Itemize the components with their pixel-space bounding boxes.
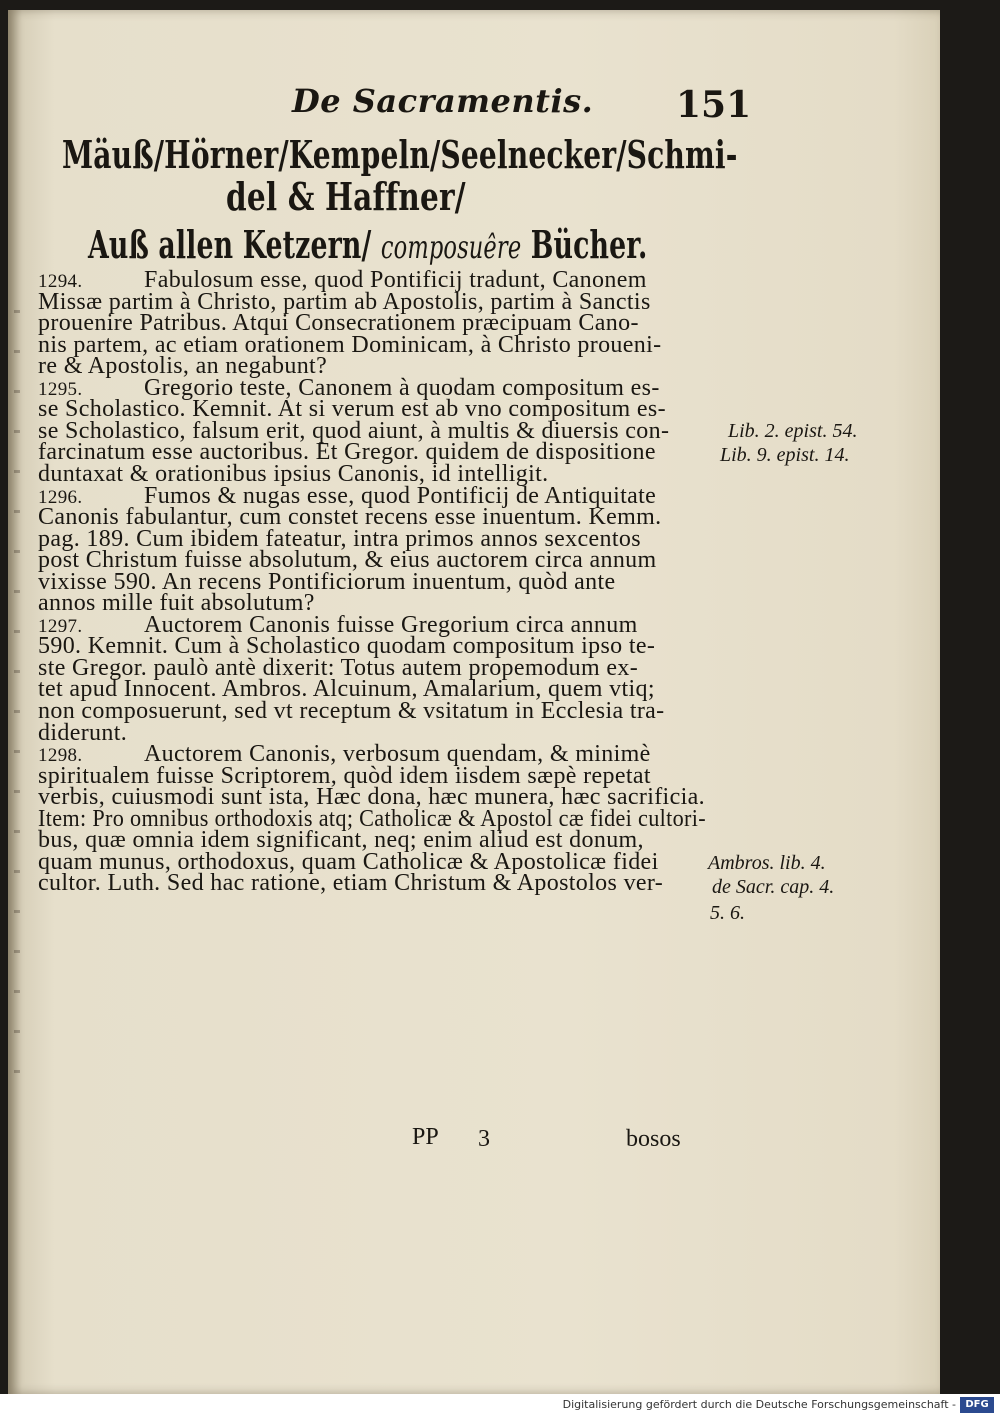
line-text: duntaxat & orationibus ipsius Canonis, id intelligit. <box>38 460 549 487</box>
marginal-note: Lib. 9. epist. 14. <box>720 444 850 466</box>
title-line-3-part-b: composuêre <box>380 228 522 266</box>
line-text: farcinatum esse auctoribus. Et Gregor. quidem de dispositione <box>38 439 656 466</box>
catchword: bosos <box>626 1126 681 1152</box>
paragraph-number: 1298. <box>38 745 83 767</box>
body-line <box>38 721 127 745</box>
line-text: Gregorio teste, Canonem à quodam compositum es- <box>144 374 660 401</box>
running-title: De Sacramentis. <box>292 82 594 120</box>
paragraph-number: 1296. <box>38 486 83 508</box>
body-line <box>38 871 663 895</box>
line-text: ste Gregor. paulò antè dixerit: Totus autem propemodum ex- <box>38 654 639 681</box>
signature-number: 3 <box>478 1126 490 1152</box>
marginal-note: de Sacr. cap. 4. <box>712 876 835 898</box>
line-text: vixisse 590. An recens Pontificiorum inuentum, quòd ante <box>38 568 616 595</box>
line-text: Auctorem Canonis fuisse Gregorium circa annum <box>144 611 638 638</box>
body-line <box>38 699 665 723</box>
line-text: verbis, cuiusmodi sunt ista, Hæc dona, hæc munera, hæc sacrificia. <box>38 784 705 811</box>
dfg-logo: DFG <box>960 1397 994 1413</box>
line-text: bus, quæ omnia idem significant, neq; enim aliud est donum, <box>38 827 644 854</box>
line-text: nis partem, ac etiam orationem Dominicam, à Christo proueni- <box>38 331 662 358</box>
paragraph-number: 1294. <box>38 271 83 292</box>
marginal-note: 5. 6. <box>710 902 745 924</box>
digitization-footer-bar <box>0 1394 1000 1418</box>
line-text: re & Apostolis, an negabunt? <box>38 353 328 380</box>
line-text: Auctorem Canonis, verbosum quendam, & minimè <box>144 741 651 768</box>
title-line-3 <box>88 222 648 267</box>
signature-mark: PP <box>412 1124 439 1150</box>
line-text: spiritualem fuisse Scriptorem, quòd idem iisdem sæpè repetat <box>38 762 651 789</box>
paragraph-number: 1297. <box>38 615 83 637</box>
gutter-shadow <box>14 310 20 1110</box>
title-line-1: Mäuß/Hörner/Kempeln/Seelnecker/Schmi- <box>62 132 738 177</box>
line-text: pag. 189. Cum ibidem fateatur, intra primos annos sexcentos <box>38 525 641 552</box>
line-text: non composuerunt, sed vt receptum & vsitatum in Ecclesia tra- <box>38 698 665 724</box>
line-text: diderunt. <box>38 719 128 746</box>
paragraph-number: 1295. <box>38 378 83 400</box>
line-text: post Christum fuisse absolutum, & eius auctorem circa annum <box>38 547 657 574</box>
line-text: prouenire Patribus. Atqui Consecrationem præcipuam Cano- <box>38 310 639 337</box>
title-line-2: del & Haffner/ <box>226 174 466 219</box>
title-line-3-part-a: Auß allen Ketzern/ <box>88 222 372 267</box>
marginal-note: Lib. 2. epist. 54. <box>728 420 858 442</box>
title-line-3-part-c: Bücher. <box>530 222 648 267</box>
line-text: Item: Pro omnibus orthodoxis atq; Catholicæ & Apostol cæ fidei cultori- <box>38 805 706 832</box>
line-text: quam munus, orthodoxus, quam Catholicæ & Apostolicæ fidei <box>38 848 659 875</box>
line-text: Fabulosum esse, quod Pontificij tradunt, Canonem <box>144 267 647 293</box>
line-text: Fumos & nugas esse, quod Pontificij de Antiquitate <box>144 482 657 509</box>
line-text: se Scholastico. Kemnit. At si verum est ab vno compositum es- <box>38 396 666 423</box>
line-text: 590. Kemnit. Cum à Scholastico quodam compositum ipso te- <box>38 633 656 660</box>
marginal-note: Ambros. lib. 4. <box>708 852 826 874</box>
line-text: tet apud Innocent. Ambros. Alcuinum, Amalarium, quem vtiq; <box>38 676 655 703</box>
digitization-credit: Digitalisierung gefördert durch die Deutsche Forschungsgemeinschaft - <box>562 1398 956 1411</box>
line-text: se Scholastico, falsum erit, quod aiunt, à multis & diuersis con- <box>38 417 670 444</box>
page-number: 151 <box>676 84 752 126</box>
line-text: cultor. Luth. Sed hac ratione, etiam Christum & Apostolos ver- <box>38 870 664 897</box>
line-text: Canonis fabulantur, cum constet recens esse inuentum. Kemm. <box>38 504 662 531</box>
line-text: annos mille fuit absolutum? <box>38 590 315 617</box>
line-text: Missæ partim à Christo, partim ab Apostolis, partim à Sanctis <box>38 288 651 315</box>
